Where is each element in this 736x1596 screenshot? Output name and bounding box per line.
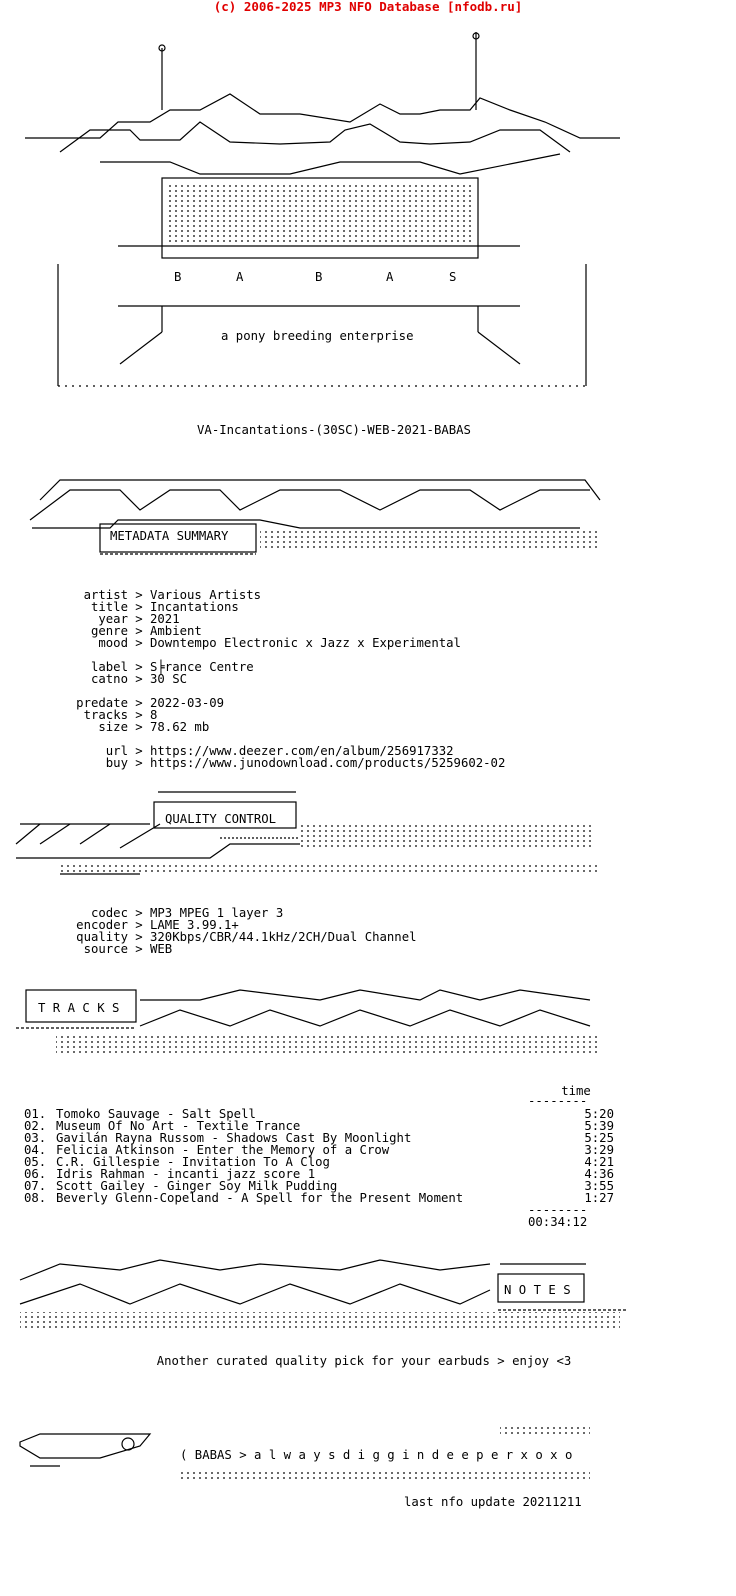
- logo-letter-2: A: [236, 270, 244, 284]
- quality-row-quality: quality > 320Kbps/CBR/44.1kHz/2CH/Dual Channel: [76, 930, 417, 944]
- meta-row-catno: catno > 30 SC: [90, 672, 188, 686]
- metadata-list: [30, 589, 505, 769]
- logo-letter-1: B: [174, 270, 182, 284]
- time-header: time: [561, 1084, 591, 1098]
- metadata-heading: METADATA SUMMARY: [110, 529, 229, 543]
- tracks-banner-svg: [0, 980, 736, 1072]
- meta-row-tracks: tracks > 8: [83, 708, 158, 722]
- logo-letter-4: A: [386, 270, 394, 284]
- quality-list: [30, 907, 417, 955]
- footer-art-svg: [0, 1396, 736, 1486]
- track-row: 06. Idris Rahman - incanti jazz score 1 4:36: [24, 1167, 614, 1181]
- meta-row-title: title > Incantations: [90, 600, 239, 614]
- meta-row-mood: mood > Downtempo Electronic x Jazz x Experimental: [98, 636, 461, 650]
- release-name: VA-Incantations-(30SC)-WEB-2021-BABAS: [197, 423, 471, 437]
- track-row: 02. Museum Of No Art - Textile Trance 5:39: [24, 1119, 614, 1133]
- notes-banner-svg: [0, 1240, 736, 1340]
- meta-row-url[interactable]: url > https://www.deezer.com/en/album/256917332: [105, 744, 454, 758]
- track-row: 01. Tomoko Sauvage - Salt Spell 5:20: [24, 1107, 614, 1121]
- meta-row-buy[interactable]: buy > https://www.junodownload.com/products/5259602-02: [105, 756, 506, 770]
- quality-row-source: source > WEB: [83, 942, 173, 956]
- metadata-banner-art: [0, 460, 736, 558]
- meta-row-genre: genre > Ambient: [90, 624, 202, 638]
- quality-heading: QUALITY CONTROL: [165, 812, 277, 826]
- track-row: 05. C.R. Gillespie - Invitation To A Clog 4:21: [24, 1155, 614, 1169]
- quality-row-codec: codec > MP3 MPEG 1 layer 3: [90, 906, 284, 920]
- track-row: 08. Beverly Glenn-Copeland - A Spell for the Present Moment 1:27: [24, 1191, 614, 1205]
- footer-art: [0, 1396, 736, 1486]
- time-underline: --------: [528, 1094, 588, 1108]
- tracklist: [24, 1108, 614, 1204]
- tracks-heading: T R A C K S: [38, 1001, 120, 1015]
- meta-row-artist: artist > Various Artists: [83, 588, 262, 602]
- logo-tagline: a pony breeding enterprise: [221, 329, 414, 343]
- tracks-banner-art: [0, 980, 736, 1072]
- track-row: 04. Felicia Atkinson - Enter the Memory of a Crow 3:29: [24, 1143, 614, 1157]
- meta-row-year: year > 2021: [98, 612, 180, 626]
- logo-letter-5: S: [449, 270, 457, 284]
- footer-slogan: ( BABAS > a l w a y s d i g g i n d e e p e r x o x o: [180, 1448, 573, 1462]
- notes-text: Another curated quality pick for your earbuds > enjoy <3: [156, 1354, 572, 1368]
- quality-row-encoder: encoder > LAME 3.99.1+: [76, 918, 239, 932]
- quality-banner-art: [0, 784, 736, 884]
- track-row: 03. Gavilán Rayna Russom - Shadows Cast By Moonlight 5:25: [24, 1131, 614, 1145]
- quality-banner-svg: [0, 784, 736, 884]
- logo-letter-3: B: [315, 270, 323, 284]
- total-time: 00:34:12: [528, 1215, 588, 1229]
- track-row: 07. Scott Gailey - Ginger Soy Milk Pudding 3:55: [24, 1179, 614, 1193]
- meta-row-label: label > S╞rance Centre: [90, 660, 254, 674]
- nfodb-header: (c) 2006-2025 MP3 NFO Database [nfodb.ru]: [213, 0, 523, 14]
- notes-banner-art: [0, 1240, 736, 1340]
- metadata-banner-svg: [0, 460, 736, 558]
- meta-row-size: size > 78.62 mb: [98, 720, 210, 734]
- last-update: last nfo update 20211211: [404, 1495, 582, 1509]
- meta-row-predate: predate > 2022-03-09: [76, 696, 225, 710]
- total-underline: --------: [528, 1203, 588, 1217]
- notes-heading: N O T E S: [504, 1283, 571, 1297]
